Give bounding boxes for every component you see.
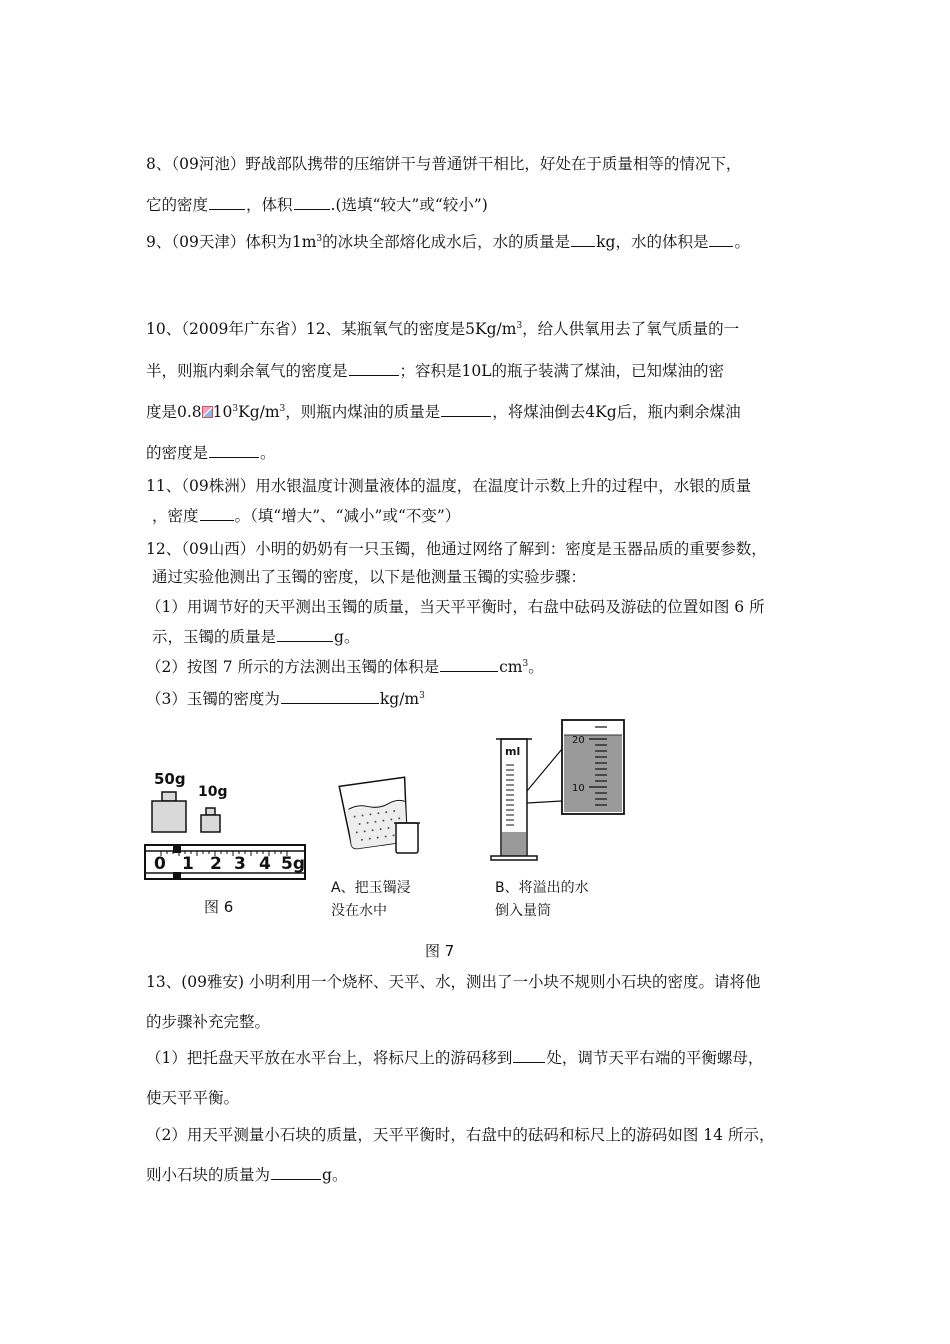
q12-step3-text-a: （3）玉镯的密度为 bbox=[146, 690, 280, 708]
q9-blank-volume[interactable] bbox=[709, 231, 733, 247]
figure-6-caption: 图 6 bbox=[204, 898, 234, 916]
q9-text-d: 。 bbox=[734, 233, 750, 251]
figure-7-caption-b-line2: 倒入量筒 bbox=[495, 903, 551, 919]
q13-text-2: 的步骤补充完整。 bbox=[146, 1013, 271, 1031]
q12-line2 bbox=[152, 565, 586, 587]
scale-label-0: 0 bbox=[154, 854, 166, 874]
q12-step1-text: （1）用调节好的天平测出玉镯的质量，当天平平衡时，右盘中砝码及游砝的位置如图 6 所 bbox=[146, 598, 765, 616]
weight-10g-body bbox=[201, 815, 220, 832]
q8-line1 bbox=[146, 152, 741, 174]
q12-line1 bbox=[146, 537, 767, 559]
q13-step2-line2 bbox=[146, 1163, 347, 1185]
q10-line3 bbox=[146, 400, 741, 422]
q10-sup3: 3 bbox=[279, 404, 286, 414]
q13-step1-text-c: 使天平平衡。 bbox=[146, 1089, 240, 1107]
q10-text-g: Kg/m bbox=[238, 403, 280, 421]
q9-text-c: kg，水的体积是 bbox=[596, 233, 709, 251]
q10-blank-kerosene-mass[interactable] bbox=[441, 401, 491, 417]
scale-label-5g: 5g bbox=[281, 854, 305, 874]
q13-line1 bbox=[146, 970, 760, 992]
q12-blank-density[interactable] bbox=[281, 688, 379, 704]
q13-text-1: 13、(09雅安) 小明利用一个烧杯、天平、水，测出了一小块不规则小石块的密度。请将他 bbox=[146, 973, 761, 991]
q10-text-e: 度是0.8 bbox=[146, 403, 202, 421]
cylinder-unit-label: ml bbox=[505, 745, 521, 758]
q12-step2-text-c: 。 bbox=[528, 658, 544, 676]
q8-text-b: ，体积 bbox=[246, 196, 293, 214]
q10-line1 bbox=[146, 317, 739, 339]
zoom-tick-10: 10 bbox=[572, 783, 585, 794]
q11-text-b: 。（填“增大”、“减小”或“不变”） bbox=[234, 507, 461, 525]
figure-7-caption: 图 7 bbox=[425, 942, 455, 960]
q13-step1-text-a: （1）把托盘天平放在水平台上，将标尺上的游码移到 bbox=[146, 1049, 513, 1067]
figure-7-caption-a-line2: 没在水中 bbox=[331, 903, 387, 919]
q13-blank-rider-position[interactable] bbox=[513, 1047, 545, 1063]
q8-text-a: 它的密度 bbox=[146, 196, 209, 214]
q13-step2-text-b: g。 bbox=[322, 1166, 348, 1184]
q10-blank-kerosene-density[interactable] bbox=[209, 442, 259, 458]
q12-step2-text-a: （2）按图 7 所示的方法测出玉镯的体积是 bbox=[146, 658, 440, 676]
q8-line2 bbox=[146, 193, 488, 215]
q10-text-j: 的密度是 bbox=[146, 444, 209, 462]
q11-line1 bbox=[146, 474, 751, 496]
q12-step1-text-a: 示，玉镯的质量是 bbox=[152, 628, 277, 646]
q11-text: 11、（09株洲）用水银温度计测量液体的温度，在温度计示数上升的过程中，水银的质量 bbox=[146, 477, 752, 495]
scale-label-3: 3 bbox=[234, 854, 246, 874]
q13-line2 bbox=[146, 1010, 270, 1032]
balance-weights-illustration bbox=[140, 760, 320, 885]
weight-50g-label: 50g bbox=[154, 770, 186, 788]
q10-blank-oxygen[interactable] bbox=[349, 360, 399, 376]
q13-step1-text-b: 处，调节天平右端的平衡螺母， bbox=[546, 1049, 764, 1067]
weight-10g-knob bbox=[206, 808, 215, 815]
q8-blank-volume[interactable] bbox=[294, 194, 330, 210]
q13-step2-line1 bbox=[146, 1123, 774, 1145]
figure-7-caption-b-line1: B、将溢出的水 bbox=[495, 880, 589, 896]
q11-line2 bbox=[152, 504, 460, 526]
weight-10g-label: 10g bbox=[198, 784, 228, 800]
q10-sup2: 3 bbox=[232, 404, 239, 414]
q12-step2-text-b: cm bbox=[499, 658, 523, 676]
q10-line2 bbox=[146, 359, 724, 381]
q12-blank-volume[interactable] bbox=[440, 656, 498, 672]
q8-text: 8、（09河池）野战部队携带的压缩饼干与普通饼干相比，好处在于质量相等的情况下， bbox=[146, 155, 742, 173]
q12-blank-mass[interactable] bbox=[277, 626, 333, 642]
q12-text-1: 12、（09山西）小明的奶奶有一只玉镯，他通过网络了解到：密度是玉器品质的重要参数， bbox=[146, 540, 767, 558]
q10-text-c: 半，则瓶内剩余氧气的密度是 bbox=[146, 362, 348, 380]
q13-step2-text-a: 则小石块的质量为 bbox=[146, 1166, 271, 1184]
scale-label-2: 2 bbox=[210, 854, 222, 874]
q8-text-c: .(选填“较大”或“较小”) bbox=[330, 196, 488, 214]
q12-step2-sup: 3 bbox=[522, 659, 529, 669]
q8-blank-density[interactable] bbox=[209, 194, 245, 210]
q10-text-f: 10 bbox=[212, 403, 233, 421]
q10-text-a: 10、（2009年广东省）12、某瓶氧气的密度是5Kg/m bbox=[146, 320, 517, 338]
q9-line bbox=[146, 230, 750, 252]
figure-6 bbox=[140, 760, 320, 885]
weight-50g-knob bbox=[162, 792, 176, 801]
q10-text-d: ；容积是10L的瓶子装满了煤油，已知煤油的密 bbox=[399, 362, 725, 380]
figure-7 bbox=[325, 715, 635, 865]
q12-step1-line2 bbox=[152, 625, 359, 647]
q10-text-i: ，将煤油倒去4Kg后，瓶内剩余煤油 bbox=[492, 403, 741, 421]
q11-text-a: ，密度 bbox=[152, 507, 199, 525]
q12-step3-sup: 3 bbox=[419, 691, 425, 701]
q10-text-h: ，则瓶内煤油的质量是 bbox=[285, 403, 441, 421]
figure-7-caption-a-line1: A、把玉镯浸 bbox=[331, 880, 411, 896]
rider-bottom bbox=[173, 872, 181, 879]
q12-step3-text-b: kg/m bbox=[379, 690, 420, 708]
rider-top bbox=[173, 846, 181, 853]
q12-text-2: 通过实验他测出了玉镯的密度，以下是他测量玉镯的实验步骤： bbox=[152, 568, 587, 586]
q10-text-b: ，给人供氧用去了氧气质量的一 bbox=[522, 320, 740, 338]
q9-blank-mass[interactable] bbox=[571, 231, 595, 247]
scale-label-1: 1 bbox=[182, 854, 194, 874]
q13-step1-line1 bbox=[146, 1046, 763, 1068]
scale-label-4: 4 bbox=[259, 854, 271, 874]
multiply-symbol-icon bbox=[202, 406, 213, 418]
q10-sup1: 3 bbox=[516, 321, 523, 331]
q10-text-k: 。 bbox=[260, 444, 276, 462]
q12-step3 bbox=[146, 687, 425, 709]
q9-text-b: 的冰块全部熔化成水后，水的质量是 bbox=[322, 233, 571, 251]
zoom-tick-20: 20 bbox=[572, 735, 585, 746]
q9-sup: 3 bbox=[316, 234, 323, 244]
overflow-measurement-illustration bbox=[325, 715, 635, 865]
q12-step2 bbox=[146, 655, 544, 677]
q13-step2-text: （2）用天平测量小石块的质量，天平平衡时，右盘中的砝码和标尺上的游码如图 14 所示， bbox=[146, 1126, 775, 1144]
q12-step1-line1 bbox=[146, 595, 765, 617]
q13-blank-stone-mass[interactable] bbox=[271, 1164, 321, 1180]
q11-blank-density[interactable] bbox=[200, 505, 234, 521]
weight-50g-body bbox=[152, 801, 186, 832]
q13-step1-line2 bbox=[146, 1086, 239, 1108]
q12-step1-text-b: g。 bbox=[334, 628, 360, 646]
q9-text-a: 9、（09天津）体积为1m bbox=[146, 233, 317, 251]
q10-line4 bbox=[146, 441, 276, 463]
